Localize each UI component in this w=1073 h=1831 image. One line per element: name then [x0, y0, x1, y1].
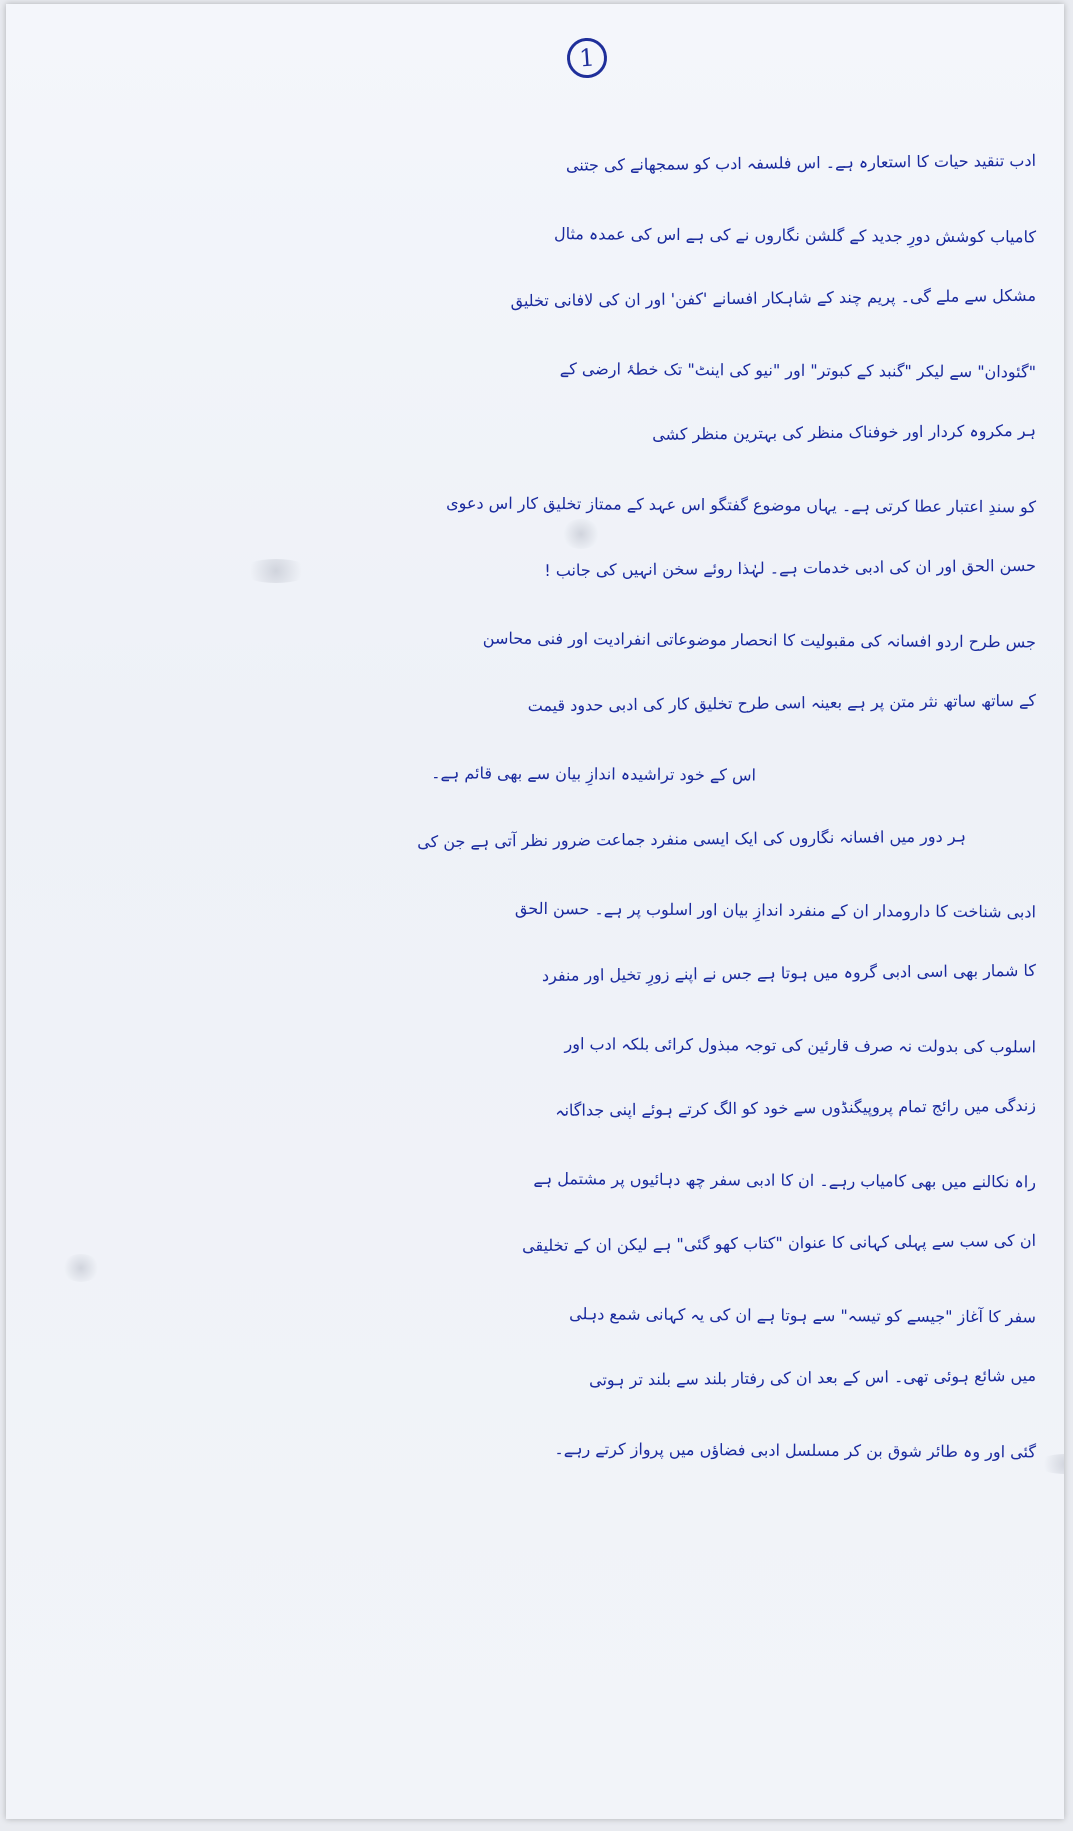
text-line: حسن الحق اور ان کی ادبی خدمات ہے۔ لہٰذا روئے سخن انہیں کی جانب !: [544, 555, 1037, 580]
text-line: کے ساتھ ساتھ نثر متن پر ہے بعینہ اسی طرح تخلیق کار کی ادبی حدود قیمت: [527, 690, 1037, 716]
text-line: جس طرح اردو افسانہ کی مقبولیت کا انحصار موضوعاتی انفرادیت اور فنی محاسن: [482, 628, 1037, 651]
paper-smudge: [1036, 1454, 1064, 1474]
text-line: گئی اور وہ طائر شوق بن کر مسلسل ادبی فضاؤں میں پرواز کرتے رہے۔: [554, 1438, 1037, 1461]
handwritten-page: [6, 4, 1064, 1819]
text-line: اس کے خود تراشیدہ اندازِ بیان سے بھی قائم ہے۔: [431, 762, 757, 785]
text-line: ان کی سب سے پہلی کہانی کا عنوان "کتاب کھو گئی" ہے لیکن ان کے تخلیقی: [521, 1230, 1037, 1256]
text-line: کو سندِ اعتبار عطا کرتی ہے۔ یہاں موضوع گفتگو اس عہد کے ممتاز تخلیق کار اس دعوی: [446, 492, 1037, 516]
text-line: ہر مکروہ کردار اور خوفناک منظر کی بہترین منظر کشی: [652, 420, 1037, 444]
text-line: کا شمار بھی اسی ادبی گروہ میں ہوتا ہے جس نے اپنے زورِ تخیل اور منفرد: [541, 960, 1037, 985]
text-line: ادب تنقید حیات کا استعارہ ہے۔ اس فلسفہ ادب کو سمجھانے کی جتنی: [565, 150, 1037, 175]
page-number: 1: [566, 37, 609, 80]
text-line: سفر کا آغاز "جیسے کو تیسہ" سے ہوتا ہے ان کی یہ کہانی شمع دہلی: [569, 1303, 1037, 1326]
text-line: مشکل سے ملے گی۔ پریم چند کے شاہکار افسانے 'کفن' اور ان کی لافانی تخلیق: [510, 285, 1037, 311]
text-line: "گئودان" سے لیکر "گنبد کے کبوتر" اور "نیو کی اینٹ" تک خطۂ ارضی کے: [559, 358, 1037, 381]
handwritten-text-block: [46, 132, 1036, 1482]
text-line: میں شائع ہوئی تھی۔ اس کے بعد ان کی رفتار بلند سے بلند تر ہوتی: [588, 1365, 1037, 1390]
text-line: ادبی شناخت کا دارومدار ان کے منفرد اندازِ بیان اور اسلوب پر ہے۔ حسن الحق: [514, 898, 1037, 921]
text-line: کامیاب کوشش دورِ جدید کے گلشن نگاروں نے کی ہے اس کی عمدہ مثال: [553, 223, 1037, 246]
text-line: اسلوب کی بدولت نہ صرف قارئین کی توجہ مبذول کرائی بلکہ ادب اور: [564, 1033, 1037, 1056]
text-line: راہ نکالنے میں بھی کامیاب رہے۔ ان کا ادبی سفر چھ دہائیوں پر مشتمل ہے: [533, 1168, 1037, 1191]
text-line: ہر دور میں افسانہ نگاروں کی ایک ایسی منفرد جماعت ضرور نظر آتی ہے جن کی: [417, 826, 967, 852]
text-line: زندگی میں رائج تمام پروپیگنڈوں سے خود کو الگ کرتے ہوئے اپنی جداگانہ: [555, 1095, 1037, 1120]
